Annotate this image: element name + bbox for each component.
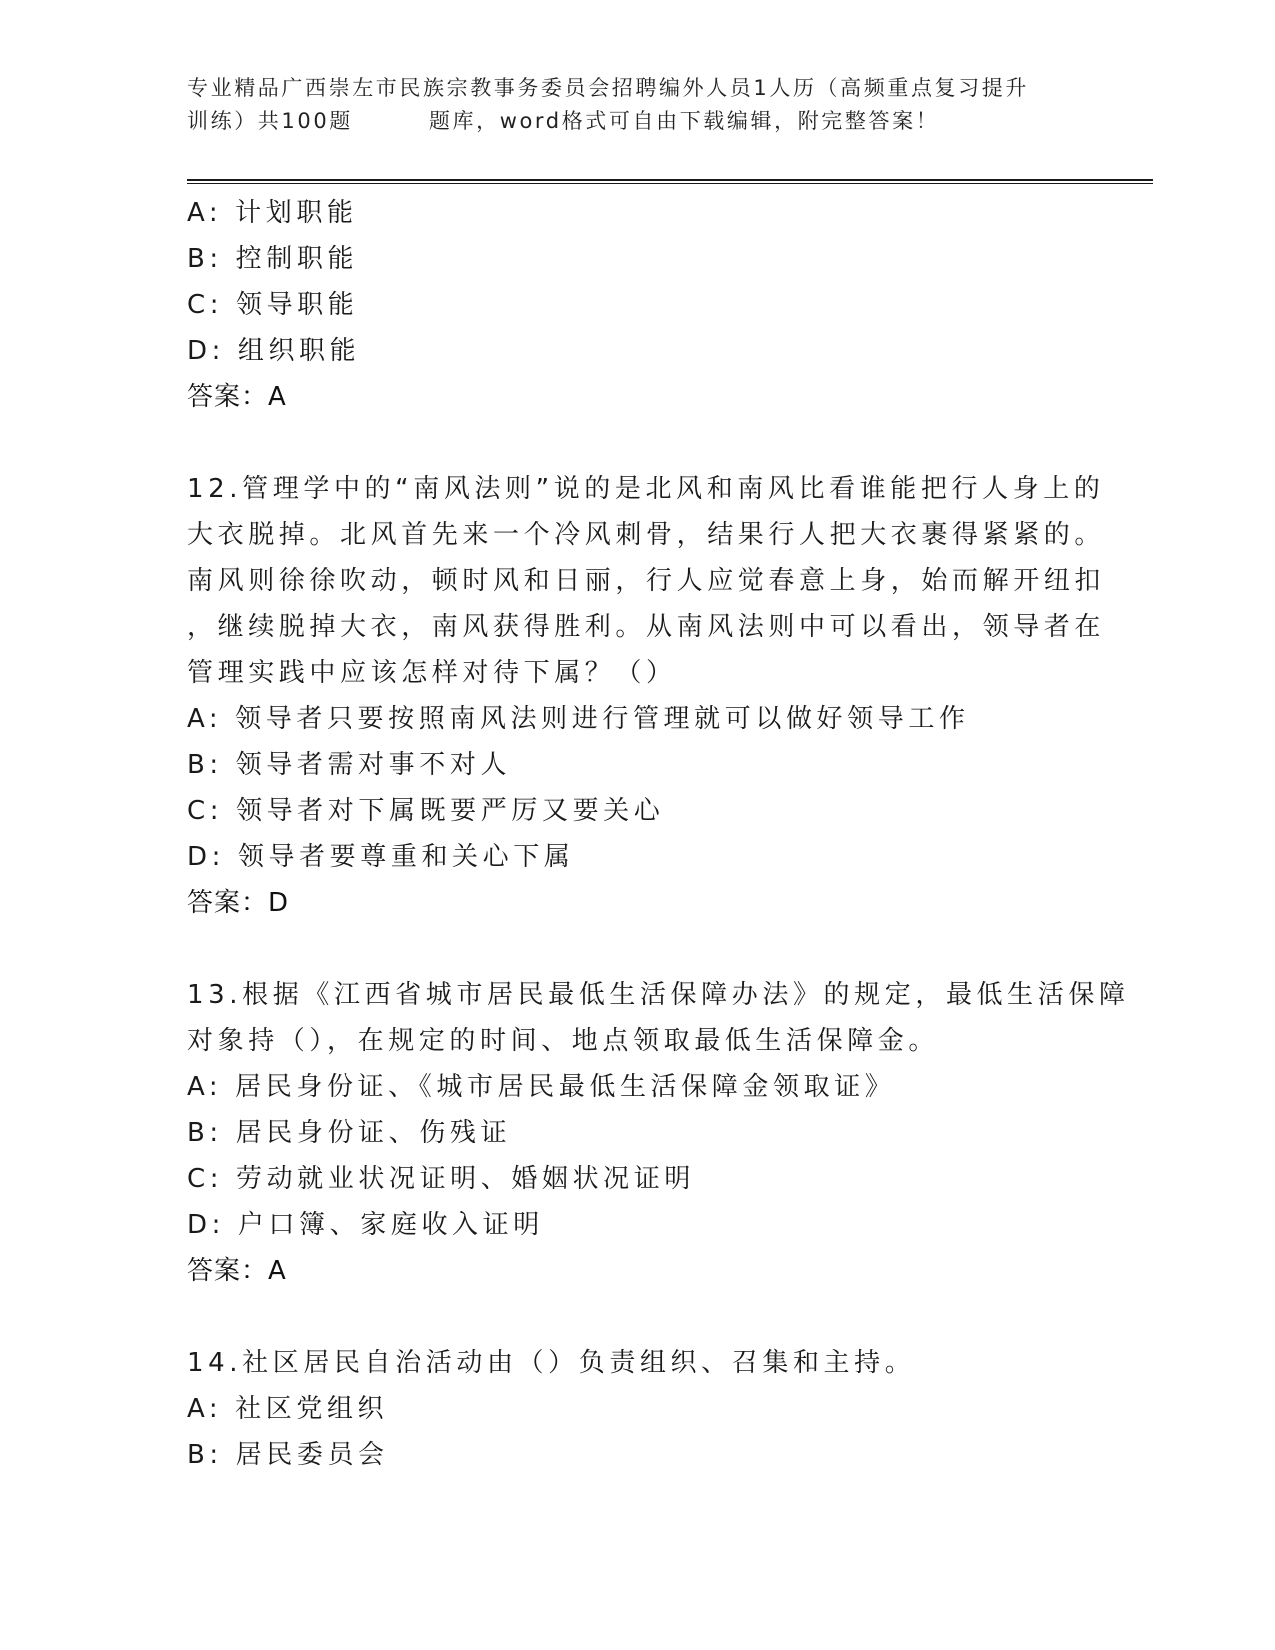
question-stem-line: 对象持（），在规定的时间、地点领取最低生活保障金。 [187,1026,940,1056]
option-d: D: 户口簿、家庭收入证明 [187,1210,544,1240]
header-title-line-1: 专业精品广西崇左市民族宗教事务委员会招聘编外人员1人历（高频重点复习提升 [187,76,1029,100]
question-stem-line: 大衣脱掉。北风首先来一个冷风刺骨，结果行人把大衣裹得紧紧的。 [187,520,1106,550]
option-a: A: 社区党组织 [187,1394,389,1424]
option-c: C: 劳动就业状况证明、婚姻状况证明 [187,1164,695,1194]
header-divider-thick [187,179,1153,181]
answer: 答案：D [187,888,290,918]
answer: 答案：A [187,382,287,412]
question-spacer [187,1294,1087,1340]
question-stem-line: 南风则徐徐吹动，顿时风和日丽，行人应觉春意上身，始而解开纽扣 [187,566,1106,596]
document-header [187,72,1087,138]
question-spacer [187,420,1087,466]
question-12 [187,466,1106,926]
option-d: D: 领导者要尊重和关心下属 [187,842,575,872]
question-spacer [187,926,1087,972]
option-a: A: 居民身份证、《城市居民最低生活保障金领取证》 [187,1072,896,1102]
question-list [187,190,1130,1478]
option-d: D: 组织职能 [187,336,361,366]
question-stem-line: 12.管理学中的“南风法则”说的是北风和南风比看谁能把行人身上的 [187,474,1105,504]
header-divider-thin [187,183,1153,184]
option-a: A: 计划职能 [187,198,358,228]
option-b: B: 控制职能 [187,244,359,274]
question-13 [187,972,1130,1294]
answer: 答案：A [187,1256,287,1286]
question-stem-line: 14.社区居民自治活动由（）负责组织、召集和主持。 [187,1348,916,1378]
header-title-line-2-left: 训练）共100题 [187,109,353,133]
question-stem-line: 管理实践中应该怎样对待下属？（） [187,658,677,688]
question-stem-line: 13.根据《江西省城市居民最低生活保障办法》的规定，最低生活保障 [187,980,1130,1010]
option-b: B: 居民委员会 [187,1440,389,1470]
option-b: B: 居民身份证、伤残证 [187,1118,512,1148]
question-14 [187,1340,1087,1478]
option-c: C: 领导职能 [187,290,359,320]
question-11 [187,190,1087,420]
header-title-line-2-right: 题库，word格式可自由下载编辑，附完整答案！ [428,109,940,133]
question-stem-line: ，继续脱掉大衣，南风获得胜利。从南风法则中可以看出，领导者在 [187,612,1106,642]
option-c: C: 领导者对下属既要严厉又要关心 [187,796,665,826]
option-b: B: 领导者需对事不对人 [187,750,512,780]
option-a: A: 领导者只要按照南风法则进行管理就可以做好领导工作 [187,704,970,734]
header-title-line-2 [187,105,1087,138]
